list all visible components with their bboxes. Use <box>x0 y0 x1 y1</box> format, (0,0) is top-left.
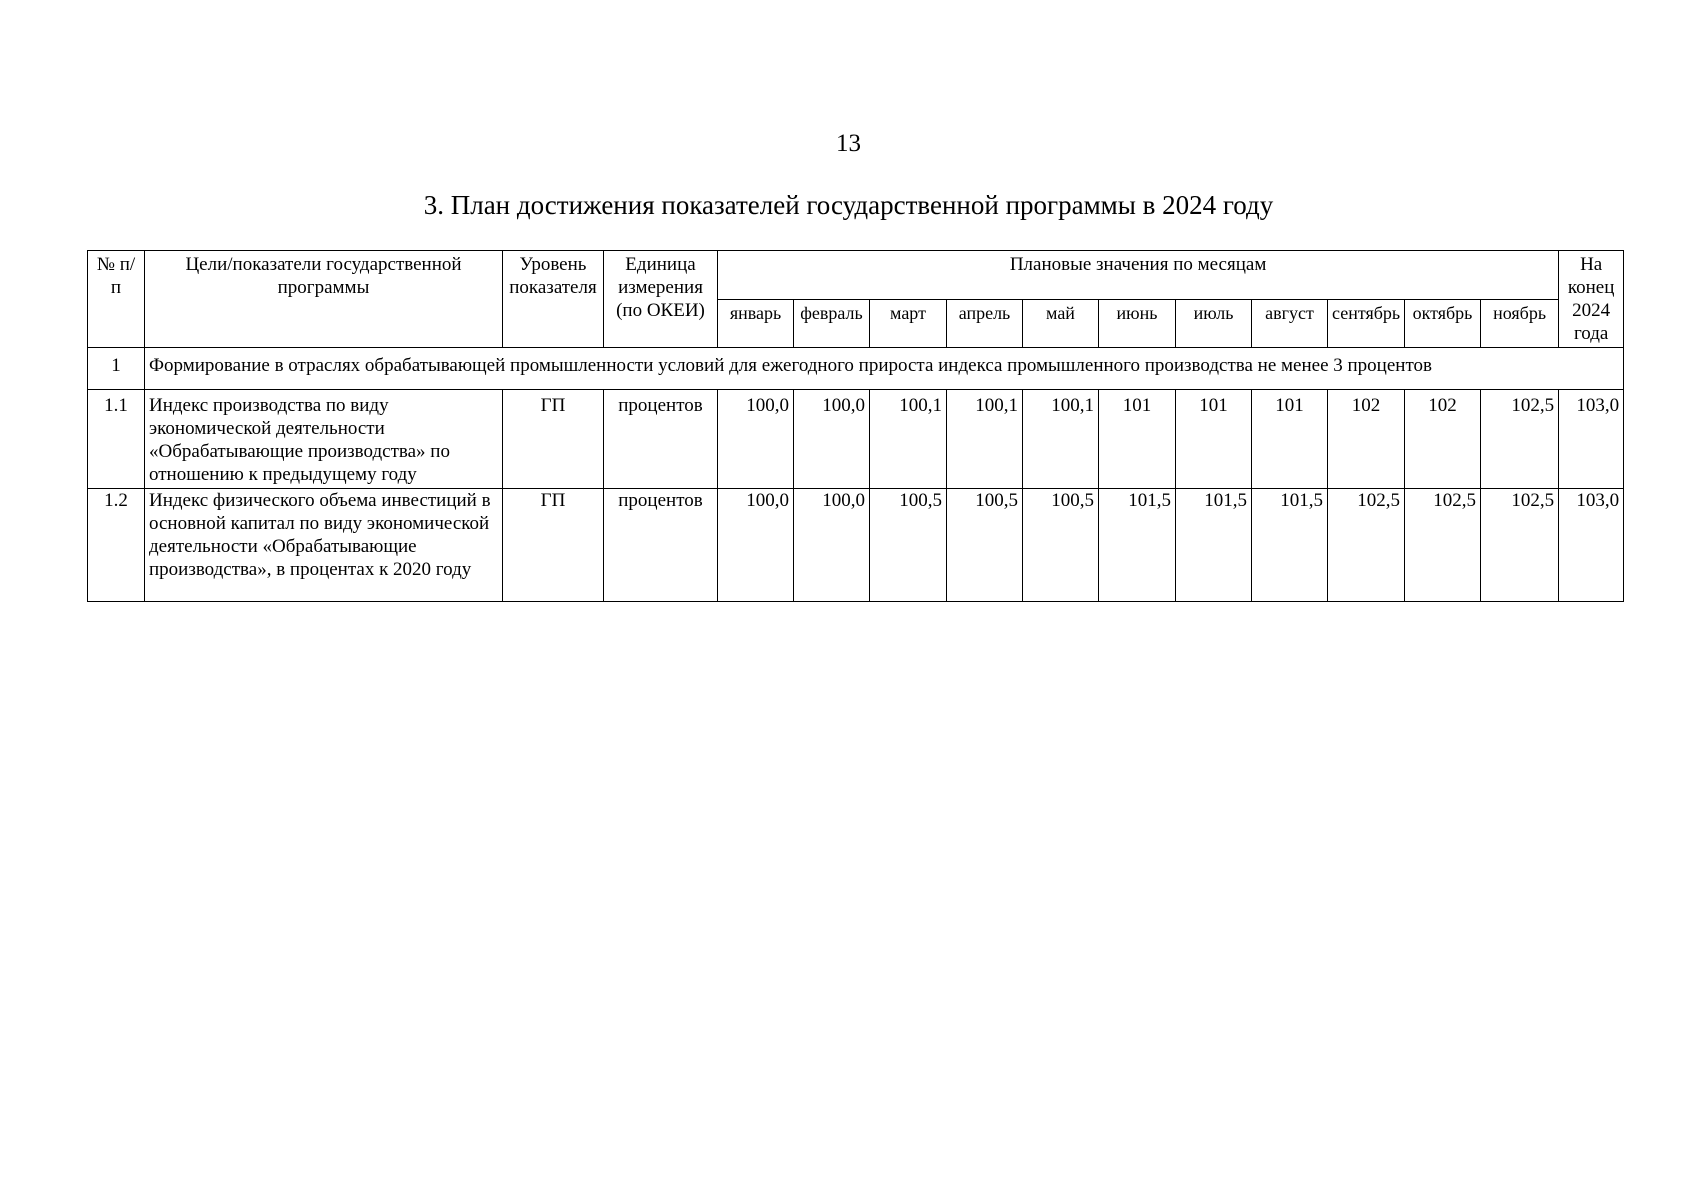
month-header: октябрь <box>1405 299 1481 348</box>
month-header: апрель <box>947 299 1023 348</box>
month-value: 100,0 <box>794 489 870 602</box>
month-value: 102,5 <box>1328 489 1405 602</box>
month-header: июль <box>1176 299 1252 348</box>
month-value: 100,5 <box>870 489 947 602</box>
month-header: сентябрь <box>1328 299 1405 348</box>
header-row-top <box>88 251 1624 300</box>
month-value: 101 <box>1176 390 1252 489</box>
row-num: 1.2 <box>88 489 145 602</box>
month-header: июнь <box>1099 299 1176 348</box>
year-end-value: 103,0 <box>1559 489 1624 602</box>
month-value: 101 <box>1252 390 1328 489</box>
page-number: 13 <box>836 130 861 157</box>
row-num: 1.1 <box>88 390 145 489</box>
month-value: 100,1 <box>947 390 1023 489</box>
month-header: август <box>1252 299 1328 348</box>
header-level: Уровень показателя <box>503 251 604 348</box>
table-row <box>88 390 1624 489</box>
month-value: 102 <box>1405 390 1481 489</box>
indicator-level: ГП <box>503 390 604 489</box>
month-value: 100,0 <box>794 390 870 489</box>
table-row <box>88 489 1624 602</box>
month-header: февраль <box>794 299 870 348</box>
indicator-name: Индекс производства по виду экономической деятельности «Обрабатывающие производства» по отношению к предыдущему году <box>145 390 503 489</box>
goal-text: Формирование в отраслях обрабатывающей промышленности условий для ежегодного прироста индекса промышленного производства не менее 3 процентов <box>145 348 1624 390</box>
month-value: 100,0 <box>718 489 794 602</box>
header-monthly: Плановые значения по месяцам <box>718 251 1559 300</box>
month-value: 102,5 <box>1481 390 1559 489</box>
month-value: 101,5 <box>1176 489 1252 602</box>
plan-table <box>87 250 1624 602</box>
month-header: май <box>1023 299 1099 348</box>
year-end-value: 103,0 <box>1559 390 1624 489</box>
month-value: 100,5 <box>947 489 1023 602</box>
header-num: № п/п <box>88 251 145 348</box>
goal-row <box>88 348 1624 390</box>
month-header: январь <box>718 299 794 348</box>
goal-num: 1 <box>88 348 145 390</box>
indicator-level: ГП <box>503 489 604 602</box>
month-value: 100,5 <box>1023 489 1099 602</box>
month-value: 101 <box>1099 390 1176 489</box>
indicator-unit: процентов <box>604 390 718 489</box>
month-header: март <box>870 299 947 348</box>
indicator-unit: процентов <box>604 489 718 602</box>
month-value: 100,0 <box>718 390 794 489</box>
header-goal: Цели/показатели государственной программы <box>145 251 503 348</box>
month-value: 102,5 <box>1405 489 1481 602</box>
month-value: 100,1 <box>870 390 947 489</box>
month-value: 102 <box>1328 390 1405 489</box>
month-header: ноябрь <box>1481 299 1559 348</box>
indicator-name: Индекс физического объема инвестиций в основной капитал по виду экономической деятельности «Обрабатывающие производства», в процентах к 2020 году <box>145 489 503 602</box>
month-value: 101,5 <box>1099 489 1176 602</box>
header-unit: Единица измерения (по ОКЕИ) <box>604 251 718 348</box>
month-value: 102,5 <box>1481 489 1559 602</box>
header-year-end: На конец 2024 года <box>1559 251 1624 348</box>
month-value: 101,5 <box>1252 489 1328 602</box>
document-title: 3. План достижения показателей государственной программы в 2024 году <box>423 190 1274 220</box>
month-value: 100,1 <box>1023 390 1099 489</box>
